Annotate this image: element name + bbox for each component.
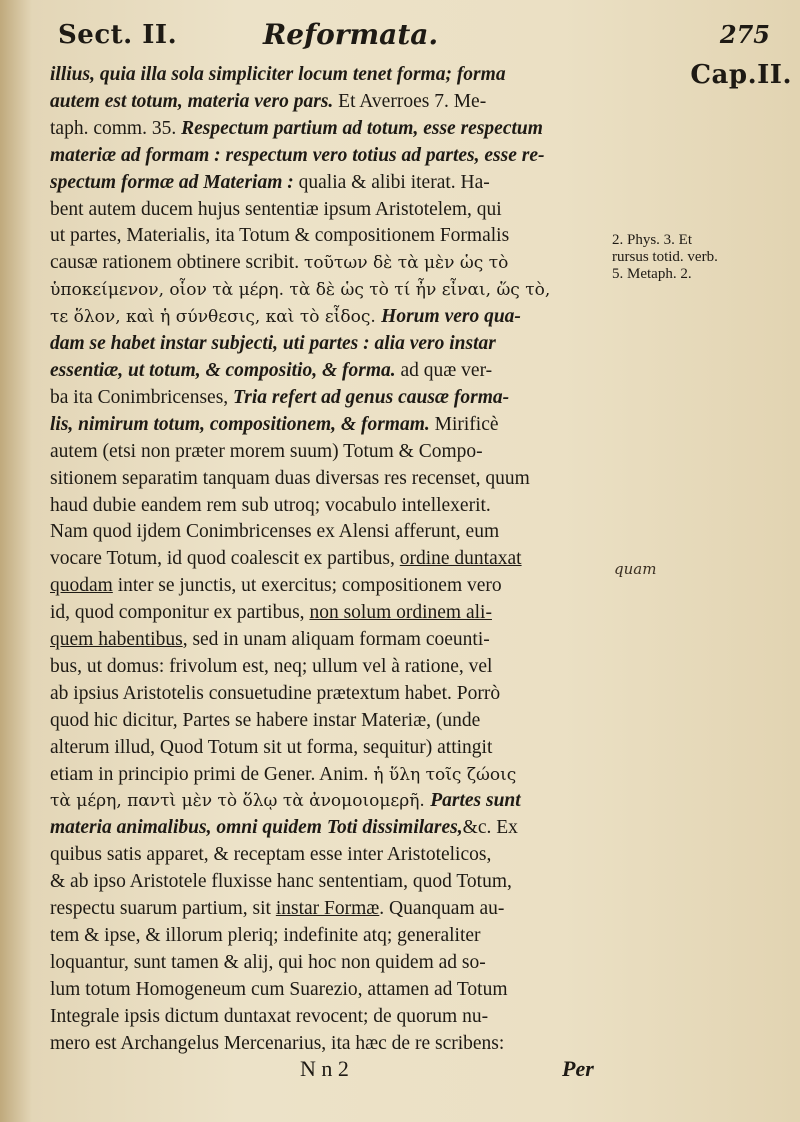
- text-line: [50, 842, 608, 869]
- text-segment: haud dubie eandem rem sub utroq; vocabulo intellexerit.: [50, 494, 491, 516]
- italic-text: autem est totum, materia vero pars.: [50, 90, 334, 112]
- text-line: [50, 170, 608, 197]
- text-segment: Et Averroes 7. Me-: [333, 90, 487, 112]
- text-line: [50, 493, 608, 520]
- text-line: [50, 519, 608, 546]
- text-segment: bus, ut domus: frivolum est, neq; ullum vel à ratione, vel: [50, 655, 493, 677]
- text-segment: id, quod componitur ex partibus,: [50, 602, 310, 624]
- text-line: [50, 439, 608, 466]
- text-line: [50, 627, 608, 654]
- italic-text: illius, quia illa sola simpliciter locum tenet forma; forma: [50, 64, 506, 85]
- chapter-label: Cap.II.: [690, 60, 792, 90]
- main-text-block: [50, 62, 608, 1058]
- italic-text: Horum vero qua-: [381, 306, 521, 328]
- text-line: [50, 923, 608, 950]
- text-segment: ordine duntaxat: [399, 548, 522, 570]
- text-segment: ab ipsius Aristotelis consuetudine prætextum habet. Porrò: [50, 682, 501, 704]
- text-segment: ad quæ ver-: [395, 359, 493, 381]
- text-line: [50, 331, 608, 358]
- signature-mark: N n 2: [300, 1056, 349, 1081]
- greek-text: ὑποκείμενον, οἷον τὰ μέρη. τὰ δὲ ὡς τὸ τί ἦν εἶναι, ὥς τὸ,: [50, 280, 551, 301]
- text-line: [50, 573, 608, 600]
- text-segment: vocare Totum, id quod coalescit ex partibus,: [50, 548, 400, 570]
- italic-text: Partes sunt: [430, 790, 521, 812]
- page-footer: [0, 1056, 800, 1086]
- margin-note: rursus totid. verb.: [612, 249, 718, 265]
- text-segment: ut partes, Materialis, ita Totum & compositionem Formalis: [50, 225, 510, 247]
- text-line: [50, 358, 608, 385]
- text-segment: instar Formæ: [275, 898, 380, 920]
- text-segment: Integrale ipsis dictum duntaxat revocent; de quorum nu-: [50, 1005, 489, 1027]
- italic-text: Tria refert ad genus causæ forma-: [233, 386, 510, 408]
- margin-note: 5. Metaph. 2.: [612, 266, 692, 282]
- text-segment: quodam: [50, 575, 113, 597]
- text-line: [50, 385, 608, 412]
- text-segment: etiam in principio primi de Gener. Anim.: [50, 763, 374, 785]
- running-title: Reformata.: [263, 18, 439, 51]
- text-line: [50, 1031, 608, 1058]
- italic-text: lis, nimirum totum, compositionem, & formam.: [50, 413, 430, 435]
- text-line: [50, 304, 608, 331]
- text-line: [50, 116, 608, 143]
- text-segment: quod hic dicitur, Partes se habere instar Materiæ, (unde: [50, 709, 481, 731]
- greek-text: τὰ μέρη, παντὶ μὲν τὸ ὅλῳ τὰ ἀνομοιομερῆ.: [50, 791, 431, 812]
- catchword: Per: [562, 1056, 594, 1081]
- text-segment: & ab ipso Aristotele fluxisse hanc sententiam, quod Totum,: [50, 871, 512, 893]
- text-line: [50, 600, 608, 627]
- text-segment: respectu suarum partium, sit: [50, 898, 276, 920]
- text-segment: loquantur, sunt tamen & alij, qui hoc non quidem ad so-: [50, 951, 486, 973]
- text-segment: lum totum Homogeneum cum Suarezio, attamen ad Totum: [50, 978, 508, 1000]
- text-line: [50, 546, 608, 573]
- text-segment: sitionem separatim tanquam duas diversas res recenset, quum: [50, 467, 530, 489]
- text-line: [50, 1004, 608, 1031]
- text-line: [50, 762, 608, 789]
- greek-text: τε ὅλον, καὶ ἡ σύνθεσις, καὶ τὸ εἶδος.: [50, 307, 382, 328]
- text-segment: &c. Ex: [462, 817, 518, 839]
- text-segment: quibus satis apparet, & receptam esse inter Aristotelicos,: [50, 844, 492, 866]
- italic-text: essentiæ, ut totum, & compositio, & forma.: [50, 359, 396, 381]
- text-line: [50, 896, 608, 923]
- text-segment: , sed in unam aliquam formam coeunti-: [182, 629, 490, 651]
- text-segment: bent autem ducem hujus sententiæ ipsum Aristotelem, qui: [50, 198, 502, 220]
- text-segment: quem habentibus: [50, 629, 183, 651]
- text-line: [50, 788, 608, 815]
- margin-note: 2. Phys. 3. Et: [612, 232, 693, 248]
- text-line: [50, 815, 608, 842]
- text-segment: inter se junctis, ut exercitus; compositionem vero: [112, 575, 502, 597]
- section-heading: Sect. II.: [58, 20, 178, 50]
- text-line: [50, 869, 608, 896]
- page-header: [58, 18, 780, 54]
- text-segment: alterum illud, Quod Totum sit ut forma, sequitur) attingit: [50, 736, 493, 758]
- greek-text: ἡ ὕλη τοῖς ζώοις: [373, 764, 517, 785]
- text-segment: autem (etsi non præter morem suum) Totum & Compo-: [50, 440, 483, 462]
- text-line: [50, 466, 608, 493]
- text-segment: mero est Archangelus Mercenarius, ita hæc de re scribens:: [50, 1032, 505, 1054]
- italic-text: spectum formæ ad Materiam :: [50, 171, 294, 193]
- text-segment: ba ita Conimbricenses,: [50, 386, 234, 408]
- text-line: [50, 223, 608, 250]
- text-segment: . Quanquam au-: [379, 898, 505, 920]
- italic-text: materiæ ad formam : respectum vero totius ad partes, esse re-: [50, 144, 545, 166]
- greek-text: τοῦτων δὲ τὰ μὲν ὡς τὸ: [303, 253, 509, 274]
- text-segment: Nam quod ijdem Conimbricenses ex Alensi afferunt, eum: [50, 521, 500, 543]
- margin-notes: [612, 232, 798, 283]
- italic-text: Respectum partium ad totum, esse respectum: [181, 117, 543, 139]
- text-line: [50, 950, 608, 977]
- text-segment: non solum ordinem ali-: [309, 602, 492, 624]
- text-line: [50, 735, 608, 762]
- text-line: [50, 143, 608, 170]
- text-line: [50, 977, 608, 1004]
- text-line: [50, 681, 608, 708]
- text-line: [50, 89, 608, 116]
- text-line: [50, 412, 608, 439]
- handwritten-marginalia: quam: [614, 560, 657, 578]
- italic-text: materia animalibus, omni quidem Toti dissimilares,: [50, 817, 463, 839]
- page-number: 275: [719, 20, 770, 49]
- text-line: [50, 62, 608, 89]
- text-segment: Mirificè: [429, 413, 499, 435]
- text-segment: taph. comm. 35.: [50, 117, 182, 139]
- italic-text: dam se habet instar subjecti, uti partes : alia vero instar: [50, 333, 496, 355]
- text-line: [50, 277, 608, 304]
- text-line: [50, 654, 608, 681]
- text-segment: causæ rationem obtinere scribit.: [50, 252, 304, 274]
- text-segment: qualia & alibi iterat. Ha-: [293, 171, 490, 193]
- text-segment: tem & ipse, & illorum pleriq; indefinite atq; generaliter: [50, 925, 481, 946]
- text-line: [50, 197, 608, 224]
- text-line: [50, 250, 608, 277]
- text-line: [50, 708, 608, 735]
